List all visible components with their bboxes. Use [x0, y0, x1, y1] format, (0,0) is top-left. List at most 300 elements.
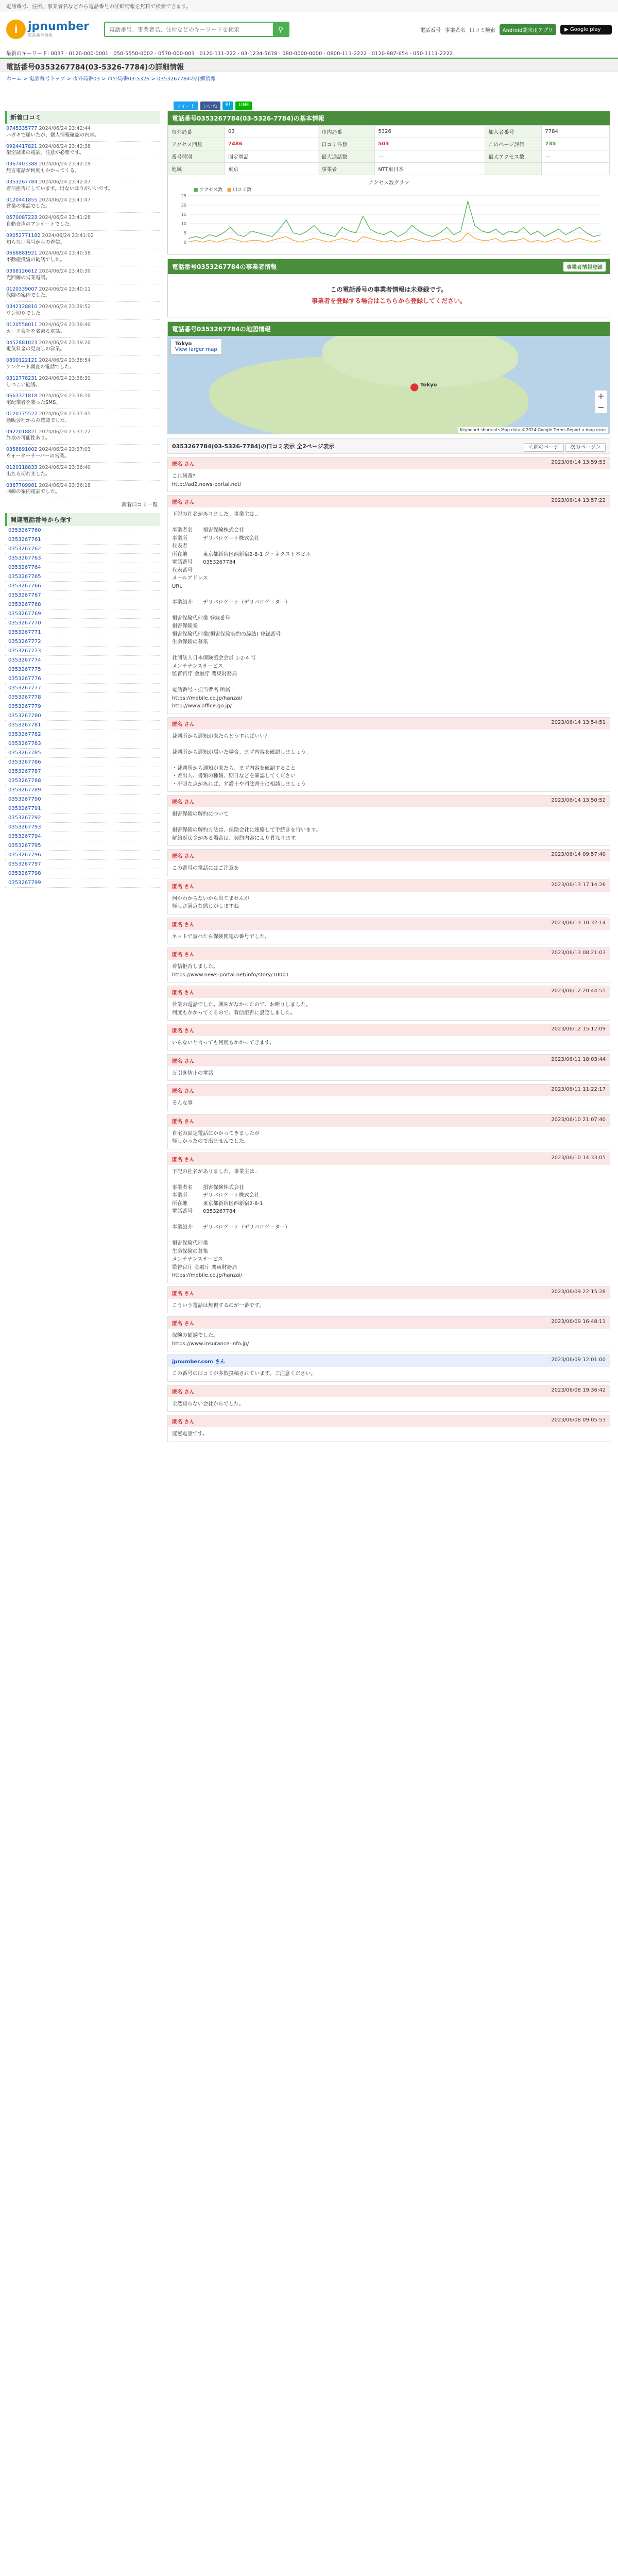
reviewer-name: 匿名 さん: [172, 462, 195, 468]
related-number-link[interactable]: 0353267772: [5, 637, 160, 647]
review-date: 2023/06/12 15:12:09: [551, 1026, 606, 1032]
reviewer-name: 匿名 さん: [172, 1157, 195, 1163]
chart-svg: [173, 193, 606, 249]
related-number-link[interactable]: 0353267792: [5, 814, 160, 823]
review-body: 全然知らない会社からでした。: [172, 1401, 244, 1407]
review-text: しつこい勧誘。: [6, 382, 41, 388]
map-label: Tokyo: [420, 382, 437, 388]
review-item: [167, 849, 610, 876]
info-value: 503: [375, 138, 485, 150]
review-body: 下記の社名がありました。事業主は‥ 事業者名 損害保険株式会社 事業所 デリバロゲート株式会社 代表者 所在地 東京都新宿区西新宿2-8-1 ジ・ネクスト本ビル 電話番号 0353267784 代表番号 メールアドレス URL 事業紹介 デリバロゲート（デリバロゲーター） 損害保険代理業 登録番号 損害保険業 損害保険代理業(損害保険契約の締結) 登録番号 生命保険の募集 社団法人日本保険協会会員 1-2-4 号 メンテナンスサービス 監督官庁 金融庁 関東財務局 電話番号・担当者名 所属 https://mobile.co.jp/hanzai/ http://www.office.go.jp/: [172, 512, 311, 709]
review-body: ネットで調べたら保険関連の番号でした。: [172, 934, 270, 940]
review-item: [167, 1024, 610, 1051]
reviewer-name: 匿名 さん: [172, 800, 195, 806]
related-number-link[interactable]: 0353267777: [5, 684, 160, 693]
info-key: このページ評価: [485, 138, 542, 150]
review-date: 2023/06/09 12:01:00: [551, 1357, 606, 1363]
info-value: 7486: [225, 138, 318, 150]
related-title: 関連電話番号から探す: [5, 513, 160, 526]
review-date: 2023/06/10 21:07:40: [551, 1116, 606, 1123]
review-item: [167, 1354, 610, 1382]
recent-review-item[interactable]: [5, 481, 160, 499]
review-body: 営業の電話でした。興味がなかったので、お断りしました。 何度もかかってくるので、着信拒否に設定しました。: [172, 1002, 311, 1016]
info-key: [485, 163, 542, 175]
review-date: 2023/06/14 13:54:51: [551, 719, 606, 725]
like-button[interactable]: いいね: [200, 101, 220, 110]
search-icon: ⚲: [278, 25, 284, 33]
search-button[interactable]: [273, 23, 288, 36]
review-header: [168, 1153, 610, 1165]
business-info-title: 電話番号0353267784の事業者情報 事業者情報登録: [168, 259, 610, 274]
recent-review-item[interactable]: [5, 302, 160, 320]
review-item: [167, 1415, 610, 1442]
related-number-link[interactable]: 0353267767: [5, 591, 160, 600]
chart-y-tick: 10: [181, 222, 186, 226]
review-text: カード会社を名乗る電話。: [6, 328, 65, 334]
review-text: ウォーターサーバーの営業。: [6, 453, 70, 460]
review-date: 2024/06/24 23:42:07: [39, 179, 91, 185]
review-number[interactable]: 0367403388: [6, 161, 38, 167]
header-link-number[interactable]: 電話番号: [420, 27, 441, 33]
info-key: 番号種別: [168, 150, 225, 163]
info-row: [168, 138, 610, 150]
reviewer-name: 匿名 さん: [172, 854, 195, 860]
review-date: 2023/06/13 17:14:26: [551, 882, 606, 888]
review-item: [167, 1114, 610, 1149]
related-number-link[interactable]: 0353267776: [5, 674, 160, 684]
related-number-link[interactable]: 0353267765: [5, 572, 160, 582]
info-key: アクセス回数: [168, 138, 225, 150]
review-header: [168, 1415, 610, 1427]
business-info-section: [167, 259, 610, 317]
main-content: [167, 111, 610, 1445]
review-item: [167, 1316, 610, 1351]
related-number-link[interactable]: 0353267798: [5, 869, 160, 878]
review-body: 保険の勧誘でした。 https://www.insurance-info.jp/: [172, 1333, 249, 1347]
review-date: 2023/06/08 19:36:42: [551, 1387, 606, 1393]
review-header: [168, 1055, 610, 1066]
info-key: 地域: [168, 163, 225, 175]
review-item: [167, 457, 610, 492]
review-body: 何かわからないから出てませんが 怪しさ満点な感じがしますね: [172, 895, 249, 910]
reviewer-name: jpnumber.com さん: [172, 1359, 226, 1365]
info-key: 最大アクセス数: [485, 150, 542, 163]
review-text: 着信拒否にしています。出ないほうがいいです。: [6, 185, 113, 192]
recent-review-item[interactable]: [5, 177, 160, 195]
review-body: 下記の社名がありました。事業主は‥ 事業者名 損害保険株式会社 事業所 デリバロゲート株式会社 所在地 東京都新宿区西新宿2-8-1 電話番号 0353267784 事業紹介 デリバロゲート（デリバロゲーター） 損害保険代理業 生命保険の募集 メンテナンスサービス 監督官庁 金融庁 関東財務局 https://mobile.co.jp/hanzai/: [172, 1168, 290, 1279]
review-date: 2024/06/24 23:37:45: [39, 411, 91, 417]
info-value: ー: [542, 150, 610, 163]
review-date: 2023/06/08 09:05:53: [551, 1417, 606, 1423]
review-item: [167, 717, 610, 792]
recent-review-item[interactable]: [5, 320, 160, 338]
review-number[interactable]: 0120558011: [6, 321, 38, 328]
recent-review-item[interactable]: [5, 374, 160, 392]
map-info-card: [171, 339, 221, 354]
recent-review-item[interactable]: [5, 142, 160, 160]
review-item: [167, 1153, 610, 1283]
review-number[interactable]: 0120118833: [6, 464, 38, 470]
recent-review-item[interactable]: [5, 284, 160, 302]
review-number[interactable]: 0800122121: [6, 358, 38, 364]
review-body: 着信拒否しました。 https://www.news-portal.net/info/story/10001: [172, 964, 289, 978]
chart-title: アクセス数グラフ: [368, 180, 409, 186]
related-number-link[interactable]: 0353267774: [5, 656, 160, 665]
map[interactable]: [168, 336, 610, 434]
breadcrumb[interactable]: ホーム > 電話番号トップ > 市外局番03 > 市外局番03-5326 > 0353267784の詳細情報: [6, 76, 216, 82]
review-date: 2024/06/24 23:37:22: [39, 429, 91, 435]
review-date: 2023/06/14 13:57:22: [551, 498, 606, 504]
review-header: [168, 1115, 610, 1127]
business-register-link[interactable]: 事業者を登録する場合はこちらから登録してください。: [311, 297, 466, 304]
reviewer-name: 匿名 さん: [172, 1419, 195, 1426]
reviewer-name: 匿名 さん: [172, 952, 195, 958]
chart-series-line: [188, 233, 600, 242]
reviewer-name: 匿名 さん: [172, 1291, 195, 1297]
review-body: 裁判所から通知が来たらどうすればいい？ 裁判所から通知が届いた場合、まず内容を確認しましょう。 ・裁判所から通知が来たら、まず内容を確認すること ・差出人、書類の種類、期日などを確認してください ・不明な点があれば、弁護士や司法書士に相談しましょう: [172, 733, 311, 787]
related-number-link[interactable]: 0353267779: [5, 702, 160, 711]
review-header: [168, 1317, 610, 1329]
related-number-link[interactable]: 0353267783: [5, 739, 160, 749]
info-value: 7784: [542, 126, 610, 138]
review-text: 営業の電話でした。: [6, 204, 50, 210]
site-logo[interactable]: [6, 18, 99, 41]
related-number-link[interactable]: 0353267791: [5, 804, 160, 814]
basic-info-table: [168, 125, 610, 175]
review-text: 電気料金の見直しの営業。: [6, 346, 65, 352]
map-title: 電話番号0353267784の地図情報: [168, 322, 610, 336]
review-date: 2024/06/24 23:38:10: [39, 393, 91, 399]
info-key: 最大通話数: [318, 150, 375, 163]
info-key: 事業者: [318, 163, 375, 175]
recent-review-item[interactable]: [5, 409, 160, 427]
review-header: [168, 1084, 610, 1096]
review-number[interactable]: 0663321818: [6, 393, 38, 399]
logo-text: jpnumber: [28, 20, 90, 33]
review-body: 自宅の固定電話にかかってきましたが 怪しかったので出ませんでした。: [172, 1130, 260, 1145]
review-number[interactable]: 0120441855: [6, 197, 38, 203]
google-play-label: Google play: [570, 26, 601, 32]
recent-review-item[interactable]: [5, 195, 160, 213]
review-header: [168, 795, 610, 807]
review-number[interactable]: 0367709981: [6, 482, 38, 488]
review-date: 2024/06/24 23:40:11: [39, 286, 91, 292]
next-page-button[interactable]: 次のページ＞: [565, 443, 606, 452]
review-date: 2024/06/24 23:40:58: [39, 250, 91, 257]
review-body: 迷惑電話です。: [172, 1431, 208, 1437]
related-number-link[interactable]: 0353267766: [5, 582, 160, 591]
legend-series-1: 口コミ数: [233, 188, 252, 193]
review-text: 架空請求の電話。注意が必要です。: [6, 150, 84, 156]
chart-y-tick: 0: [183, 240, 186, 245]
google-play-button[interactable]: ▶ Google play: [560, 25, 612, 35]
review-text: 光回線の営業電話。: [6, 275, 50, 281]
chart-y-tick: 5: [183, 231, 186, 235]
search-box: [104, 22, 289, 37]
related-number-link[interactable]: 0353267773: [5, 647, 160, 656]
review-date: 2023/06/10 14:33:05: [551, 1155, 606, 1161]
reviewer-name: 匿名 さん: [172, 884, 195, 890]
chart-y-tick: 15: [181, 212, 186, 217]
related-number-link[interactable]: 0353267781: [5, 721, 160, 730]
review-item: [167, 1084, 610, 1111]
map-larger-link[interactable]: View larger map: [175, 347, 217, 353]
info-value: 固定電話: [225, 150, 318, 163]
logo-icon: i: [6, 20, 26, 39]
review-item: [167, 1385, 610, 1412]
related-number-link[interactable]: 0353267782: [5, 730, 160, 739]
review-date: 2023/06/14 13:50:52: [551, 798, 606, 804]
review-text: 無言電話が何度もかかってくる。: [6, 168, 80, 174]
info-key: 口コミ件数: [318, 138, 375, 150]
map-credit: Keyboard shortcuts Map data ©2024 Google Terms Report a map error: [458, 427, 608, 433]
review-date: 2024/06/24 23:39:40: [39, 321, 91, 328]
review-header: [168, 1287, 610, 1299]
review-item: [167, 879, 610, 914]
logo-subtitle: 電話番号検索: [28, 32, 53, 38]
recent-review-item[interactable]: [5, 231, 160, 249]
review-date: 2024/06/24 23:41:47: [39, 197, 91, 203]
business-unregistered-note: この電話番号の事業者情報は未登録です。: [330, 286, 448, 293]
review-text: 宅配業者を装ったSMS。: [6, 400, 61, 406]
review-text: 通販会社からの確認でした。: [6, 417, 70, 423]
related-number-link[interactable]: 0353267769: [5, 609, 160, 619]
review-text: 自動音声のアンケートでした。: [6, 221, 75, 227]
keyword-nav[interactable]: 最新のキーワード: 0037 · 0120-000-0001 · 050-5550-0002 · 0570-000-003 · 0120-111-222 · 03-1234-5678 · 080-0000-0000 · 0800-111-2222 · 0120-987-654 · 050-1111-2222: [0, 47, 618, 58]
review-number[interactable]: 0924417821: [6, 143, 38, 149]
review-text: 回線の案内電話でした。: [6, 489, 60, 495]
review-number[interactable]: 0745335777: [6, 126, 38, 131]
related-number-link[interactable]: 0353267780: [5, 711, 160, 721]
sidebar: [5, 111, 160, 888]
reviewer-name: 匿名 さん: [172, 1389, 195, 1395]
review-date: 2023/06/11 11:22:17: [551, 1087, 606, 1093]
review-header: [168, 918, 610, 930]
chart-y-tick: 25: [181, 194, 186, 198]
review-date: 2023/06/13 10:32:14: [551, 920, 606, 926]
reviewer-name: 匿名 さん: [172, 1028, 195, 1035]
related-number-link[interactable]: 0353267786: [5, 758, 160, 767]
review-date: 2024/06/24 23:36:18: [39, 482, 91, 488]
info-key: 市外局番: [168, 126, 225, 138]
recent-review-item[interactable]: [5, 463, 160, 481]
review-date: 2024/06/24 23:37:03: [39, 447, 91, 453]
review-number[interactable]: 0312778231: [6, 375, 38, 381]
review-date: 2024/06/24 23:38:31: [39, 375, 91, 381]
review-header: [168, 880, 610, 892]
info-row: [168, 150, 610, 163]
search-input[interactable]: [105, 23, 273, 36]
review-number[interactable]: 0368126612: [6, 268, 38, 274]
review-date: 2024/06/24 23:42:19: [39, 161, 91, 167]
review-header: [168, 496, 610, 507]
header-link-review[interactable]: 口コミ検索: [469, 27, 495, 33]
related-number-list: [5, 526, 160, 888]
top-notice: 電話番号、住所、事業者名などから電話番号の詳細情報を無料で検索できます。: [0, 0, 618, 11]
review-item: [167, 1286, 610, 1314]
page-title: 電話番号0353267784(03-5326-7784)の詳細情報: [0, 58, 618, 72]
info-value: NTT東日本: [375, 163, 485, 175]
info-value: [542, 163, 610, 175]
legend-series-0: アクセス数: [199, 188, 223, 193]
reviewer-name: 匿名 さん: [172, 1089, 195, 1095]
recent-review-item[interactable]: [5, 213, 160, 231]
sidebar-title: 新着口コミ: [5, 111, 160, 124]
hatena-button[interactable]: B!: [222, 101, 234, 110]
related-number-link[interactable]: 0353267789: [5, 786, 160, 795]
review-date: 2024/06/24 23:42:44: [39, 126, 91, 131]
review-item: [167, 947, 610, 982]
header: [0, 11, 618, 47]
recent-review-item[interactable]: [5, 124, 160, 142]
info-value: 03: [225, 126, 318, 138]
related-number-link[interactable]: 0353267787: [5, 767, 160, 776]
review-date: 2023/06/09 16:48:11: [551, 1319, 606, 1325]
review-date: 2023/06/12 20:44:51: [551, 988, 606, 994]
recent-review-item[interactable]: [5, 427, 160, 445]
review-number[interactable]: 0342128810: [6, 304, 38, 310]
related-number-link[interactable]: 0353267763: [5, 554, 160, 563]
review-pager: [167, 438, 610, 454]
review-item: [167, 1054, 610, 1081]
review-body: 損害保険の解約について 損害保険の解約方法は、保険会社に連絡して手続きを行います。 解約返戻金がある場合は、契約内容により異なります。: [172, 811, 321, 841]
map-zoom-control[interactable]: + −: [595, 391, 607, 413]
related-number-link[interactable]: 0353267797: [5, 860, 160, 869]
review-header: [168, 850, 610, 861]
review-number[interactable]: 0120339007: [6, 286, 38, 292]
info-value: 5326: [375, 126, 485, 138]
review-text: 保険の案内でした。: [6, 293, 50, 299]
review-date: 2024/06/24 23:41:02: [42, 232, 94, 239]
recent-review-item[interactable]: [5, 355, 160, 374]
map-city: Tokyo: [175, 341, 192, 347]
review-date: 2024/06/24 23:39:20: [39, 340, 91, 346]
review-text: ハガキで届いたが、個人情報確認の内容。: [6, 132, 99, 138]
review-number[interactable]: 0353267784: [6, 179, 38, 185]
review-header: [168, 1355, 610, 1367]
review-header: [168, 1024, 610, 1036]
line-button[interactable]: LINE: [235, 101, 252, 110]
review-header: [168, 718, 610, 730]
review-number[interactable]: 0120775522: [6, 411, 38, 417]
review-number[interactable]: 0570087223: [6, 215, 38, 221]
info-key: 加入者番号: [485, 126, 542, 138]
related-number-link[interactable]: 0353267760: [5, 526, 160, 535]
review-item: [167, 986, 610, 1021]
review-list: [167, 457, 610, 1442]
review-header: [168, 986, 610, 998]
review-date: 2024/06/24 23:41:28: [39, 215, 91, 221]
review-text: 不動産投資の勧誘でした。: [6, 257, 65, 263]
review-header: [168, 948, 610, 960]
review-body: 万引き防止の電話: [172, 1070, 213, 1076]
review-text: アンケート調査の電話でした。: [6, 364, 75, 370]
info-value: 735: [542, 138, 610, 150]
related-number-link[interactable]: 0353267795: [5, 841, 160, 851]
related-number-link[interactable]: 0353267793: [5, 823, 160, 832]
review-date: 2023/06/13 08:21:03: [551, 950, 606, 956]
info-row: [168, 126, 610, 138]
recent-review-item[interactable]: [5, 159, 160, 177]
review-date: 2024/06/24 23:36:40: [39, 464, 91, 470]
related-number-link[interactable]: 0353267799: [5, 878, 160, 888]
review-body: この番号の電話にはご注意を: [172, 866, 239, 872]
review-date: 2024/06/24 23:42:38: [39, 143, 91, 149]
review-date: 2023/06/14 13:59:53: [551, 460, 606, 466]
review-item: [167, 795, 610, 846]
reviewer-name: 匿名 さん: [172, 1118, 195, 1125]
info-row: [168, 163, 610, 175]
review-body: これ何番? http://ad2.news-portal.net/: [172, 473, 242, 487]
review-date: 2024/06/24 23:40:30: [39, 268, 91, 274]
register-business-button[interactable]: 事業者情報登録: [563, 262, 606, 272]
related-number-link[interactable]: 0353267770: [5, 619, 160, 628]
review-item: [167, 918, 610, 945]
android-app-badge[interactable]: Android端末用アプリ: [500, 24, 556, 35]
review-date: 2023/06/09 22:15:28: [551, 1289, 606, 1295]
prev-page-button[interactable]: ＜前のページ: [524, 443, 564, 452]
review-body: いらないと言っても何度もかかってきます。: [172, 1040, 275, 1046]
related-number-link[interactable]: 0353267762: [5, 545, 160, 554]
chart-y-tick: 20: [181, 203, 186, 208]
reviewer-name: 匿名 さん: [172, 500, 195, 506]
review-date: 2024/06/24 23:38:54: [39, 358, 91, 364]
related-number-link[interactable]: 0353267764: [5, 563, 160, 572]
review-text: ワン切りでした。: [6, 311, 46, 317]
related-number-link[interactable]: 0353267794: [5, 832, 160, 841]
related-number-link[interactable]: 0353267761: [5, 535, 160, 545]
info-key: 市内局番: [318, 126, 375, 138]
recent-review-item[interactable]: [5, 445, 160, 463]
review-number[interactable]: 09052771182: [6, 232, 41, 239]
header-link-business[interactable]: 事業者名: [444, 27, 466, 33]
review-item: [167, 495, 610, 714]
basic-info-section: [167, 111, 610, 255]
reviewer-name: 匿名 さん: [172, 1321, 195, 1327]
related-number-link[interactable]: 0353267790: [5, 795, 160, 804]
reviewer-name: 匿名 さん: [172, 721, 195, 727]
tweet-button[interactable]: ツイート: [174, 101, 198, 110]
related-number-link[interactable]: 0353267796: [5, 851, 160, 860]
recent-review-item[interactable]: [5, 248, 160, 266]
more-reviews-link[interactable]: 新着口コミ一覧: [122, 502, 158, 509]
review-date: 2023/06/11 18:03:44: [551, 1056, 606, 1062]
review-number[interactable]: 0452881023: [6, 340, 38, 346]
review-number[interactable]: 0668881921: [6, 250, 38, 257]
related-number-link[interactable]: 0353267778: [5, 693, 160, 702]
related-number-link[interactable]: 0353267785: [5, 749, 160, 758]
recent-review-item[interactable]: [5, 338, 160, 356]
review-pager-title: 0353267784(03-5326-7784)の口コミ表示 全2ページ表示: [172, 443, 335, 450]
review-body: この番号の口コミが多数投稿されています。ご注意ください。: [172, 1371, 316, 1377]
related-number-link[interactable]: 0353267768: [5, 600, 160, 609]
related-number-link[interactable]: 0353267771: [5, 628, 160, 637]
review-number[interactable]: 0358891002: [6, 447, 38, 453]
recent-review-list: [5, 124, 160, 498]
related-number-link[interactable]: 0353267775: [5, 665, 160, 674]
map-pin-icon: ●: [410, 380, 419, 393]
access-chart: [168, 175, 610, 254]
chart-legend: ■ アクセス数 ■ 口コミ数: [194, 188, 252, 193]
recent-review-item[interactable]: [5, 266, 160, 284]
recent-review-item[interactable]: [5, 391, 160, 409]
review-number[interactable]: 0922018821: [6, 429, 38, 435]
related-number-link[interactable]: 0353267788: [5, 776, 160, 786]
review-text: 詐欺の可能性あり。: [6, 435, 50, 442]
review-header: [168, 1385, 610, 1397]
review-header: [168, 457, 610, 469]
reviewer-name: 匿名 さん: [172, 990, 195, 996]
